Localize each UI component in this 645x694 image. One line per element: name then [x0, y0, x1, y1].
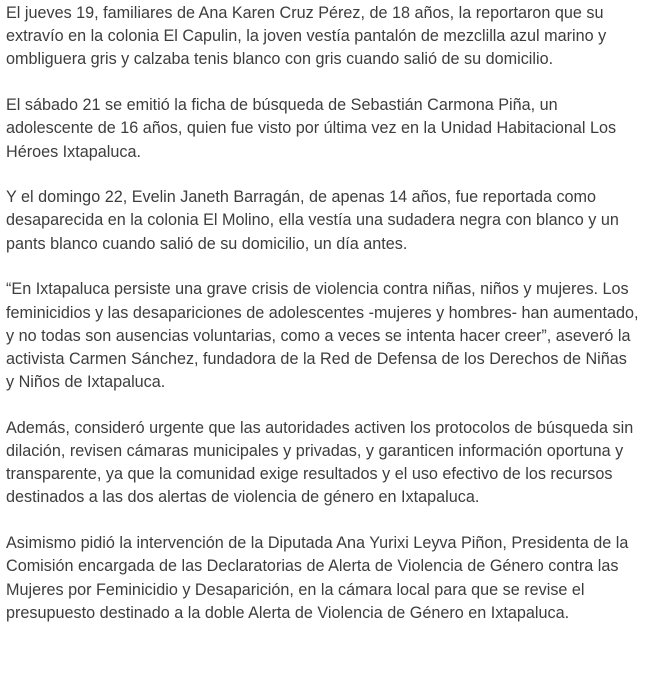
paragraph-diputada-request: Asimismo pidió la intervención de la Diputada Ana Yurixi Leyva Piñon, Presidenta de la Comisión encargada de las Declaratorias de Alerta de Violencia de Género contra las Mujeres por Feminicidio y Desaparición, en la cámara local para que se revise el presupuesto destinado a la doble Alerta de Violencia de Género en Ixtapaluca. [6, 534, 629, 622]
paragraph-evelin: Y el domingo 22, Evelin Janeth Barragán, de apenas 14 años, fue reportada como desaparecida en la colonia El Molino, ella vestía una sudadera negra con blanco y un pants blanco cuando salió de su domicilio, un día antes. [6, 188, 619, 253]
paragraph-demands: Además, consideró urgente que las autoridades activen los protocolos de búsqueda sin dilación, revisen cámaras municipales y privadas, y garanticen información oportuna y transparente, ya que la comunidad exige resultados y el uso efectivo de los recursos destinados a las dos alertas de violencia de género en Ixtapaluca. [6, 418, 634, 507]
paragraph-sebastian: El sábado 21 se emitió la ficha de búsqueda de Sebastián Carmona Piña, un adolescente de 16 años, quien fue visto por última vez en la Unidad Habitacional Los Héroes Ixtapaluca. [6, 96, 617, 161]
paragraph-quote-carmen-sanchez: “En Ixtapaluca persiste una grave crisis de violencia contra niñas, niños y mujeres. Los feminicidios y las desapariciones de adolescentes -mujeres y hombres- han aumentado, y no todas son ausencias voluntarias, como a veces se intenta hacer creer”, aseveró la activista Carmen Sánchez, fundadora de la Red de Defensa de los Derechos de Niñas y Niños de Ixtapaluca. [6, 280, 639, 392]
paragraph-ana-karen: El jueves 19, familiares de Ana Karen Cruz Pérez, de 18 años, la reportaron que su extravío en la colonia El Capulin, la joven vestía pantalón de mezclilla azul marino y ombliguera gris y calzaba tenis blanco con gris cuando salió de su domicilio. [6, 4, 607, 69]
